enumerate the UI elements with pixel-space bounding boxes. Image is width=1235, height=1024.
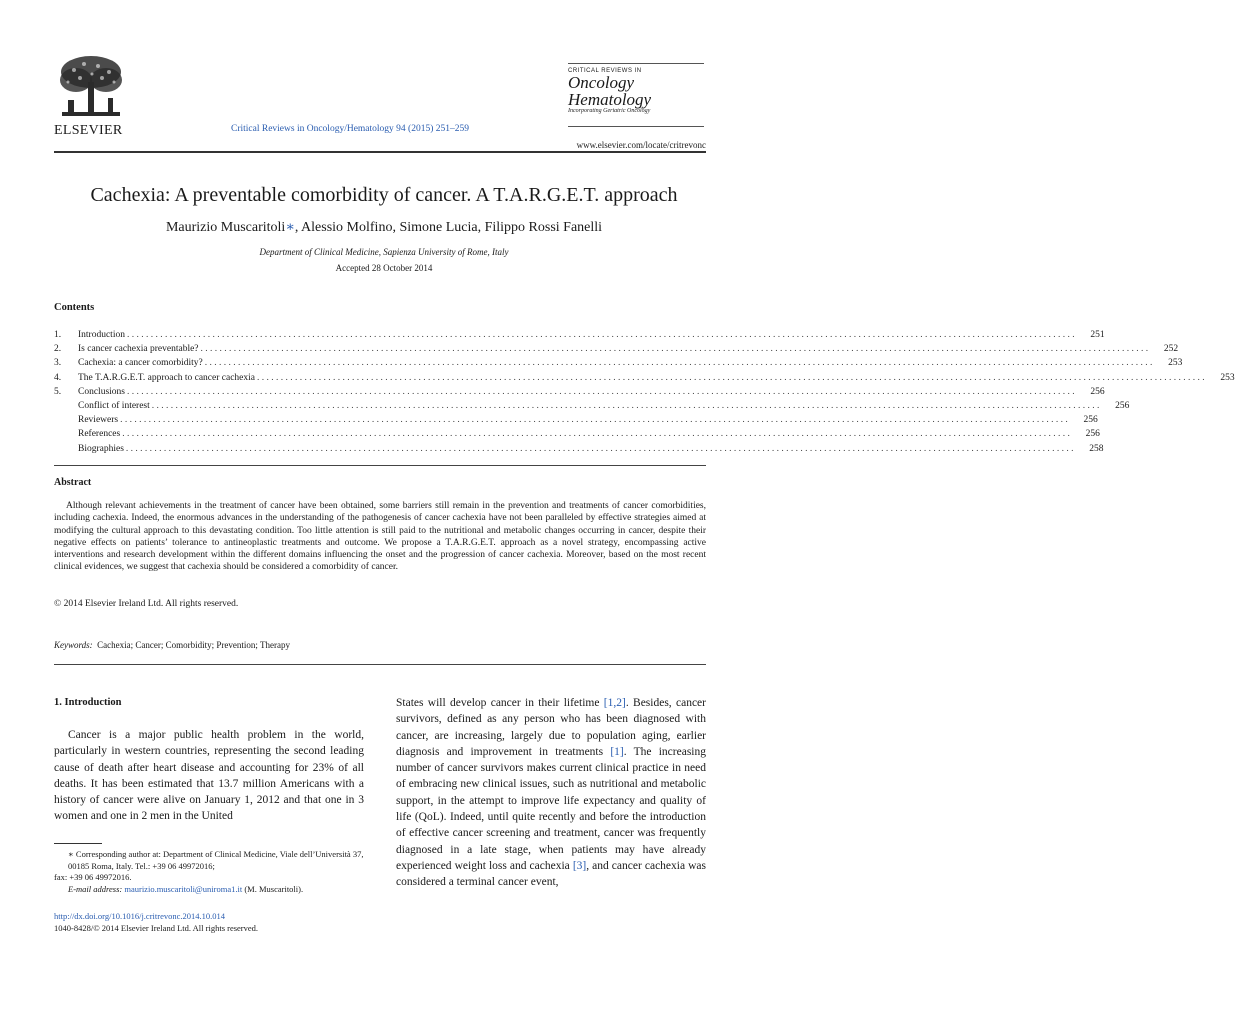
citation-link[interactable]: [1]: [610, 745, 624, 758]
issn-copyright: 1040-8428/© 2014 Elsevier Ireland Ltd. All rights reserved.: [54, 923, 259, 933]
contents-rule: [54, 465, 706, 466]
toc-leader-dots: . . . . . . . . . . . . . . . . . . . . . . . . . . . . . . . . . . . . . . . . . . . . . . . . . . . . . . . . . . . . . . . . . . . . . . . . . . . . . . . . . . . . . . . . . . . . . . . . . . . . . . . . . . . . . . . . . . . . . . . . . . . . . . . . . . . . . . . . . . . . . . . . . . . . . . . . . . . . . . . . . . . . . . . . . . . . . . . . . . . . . . . . . . . . . . . . . . . . . . . .: [200, 344, 1149, 355]
journal-url[interactable]: www.elsevier.com/locate/critrevonc: [576, 140, 706, 150]
section-heading-introduction: 1. Introduction: [54, 697, 122, 708]
text-run: States will develop cancer in their lifetime: [396, 697, 604, 709]
contents-heading: Contents: [54, 302, 95, 313]
toc-leader-dots: . . . . . . . . . . . . . . . . . . . . . . . . . . . . . . . . . . . . . . . . . . . . . . . . . . . . . . . . . . . . . . . . . . . . . . . . . . . . . . . . . . . . . . . . . . . . . . . . . . . . . . . . . . . . . . . . . . . . . . . . . . . . . . . . . . . . . . . . . . . . . . . . . . . . . . . . . . . . . . . . . . . . . . . . . . . . . . . . . . . . . . . . . . . . . . . . . . . . . . . .: [126, 386, 1075, 397]
toc-page-number: 256: [1085, 429, 1100, 440]
toc-page-number: 253: [1220, 372, 1235, 383]
toc-entry[interactable]: [54, 399, 1130, 413]
toc-page-number: 256: [1090, 386, 1105, 397]
toc-entry[interactable]: [54, 427, 1100, 441]
header-rule: [54, 151, 706, 153]
toc-leader-dots: . . . . . . . . . . . . . . . . . . . . . . . . . . . . . . . . . . . . . . . . . . . . . . . . . . . . . . . . . . . . . . . . . . . . . . . . . . . . . . . . . . . . . . . . . . . . . . . . . . . . . . . . . . . . . . . . . . . . . . . . . . . . . . . . . . . . . . . . . . . . . . . . . . . . . . . . . . . . . . . . . . . . . . . . . . . . . . . . . . . . . . . . . . . . . . . . . . . . . . . .: [126, 330, 1075, 340]
footnote-fax: fax: +39 06 49972016.: [54, 872, 132, 882]
toc-indent: [54, 413, 78, 427]
abstract-rule: [54, 664, 706, 665]
abstract-body: [54, 500, 706, 574]
article-title: Cachexia: A preventable comorbidity of cancer. A T.A.R.G.E.T. approach: [90, 184, 678, 206]
toc-entry[interactable]: [54, 442, 1104, 456]
toc-number: 4.: [54, 372, 62, 383]
email-label: E-mail address:: [68, 883, 123, 894]
doi-link[interactable]: http://dx.doi.org/10.1016/j.critrevonc.2014.10.014: [54, 911, 226, 921]
journal-block-bottom-rule: [568, 126, 704, 127]
intro-paragraph-1: Cancer is a major public health problem in the world, particularly in western countries, representing the second leading cause of death after heart disease and accounting for 23% of all deaths. It has been estimated that 13.7 million Americans with a history of cancer were alive on January 1, 2012 and that one in 3 women and one in 2 men in the United: [54, 729, 364, 823]
toc-entry[interactable]: [54, 385, 1105, 399]
footnote: [54, 849, 366, 895]
intro-paragraph-cont: [396, 695, 706, 891]
affiliation: Department of Clinical Medicine, Sapienza University of Rome, Italy: [259, 247, 509, 257]
journal-title-line2: Hematology: [568, 90, 652, 109]
journal-small-title: CRITICAL REVIEWS IN: [568, 68, 642, 74]
toc-title: Conclusions: [78, 386, 125, 397]
toc-leader-dots: . . . . . . . . . . . . . . . . . . . . . . . . . . . . . . . . . . . . . . . . . . . . . . . . . . . . . . . . . . . . . . . . . . . . . . . . . . . . . . . . . . . . . . . . . . . . . . . . . . . . . . . . . . . . . . . . . . . . . . . . . . . . . . . . . . . . . . . . . . . . . . . . . . . . . . . . . . . . . . . . . . . . . . . . . . . . . . . . . . . . . . . . . . . . . . . . . . . . . . . .: [151, 400, 1100, 411]
toc-title: Introduction: [78, 330, 125, 340]
left-column-text: [54, 727, 364, 825]
text-run: . The increasing number of cancer survivors makes current clinical practice in need of embracing new clinical issues, such as nutritional and metabolic support, in the attempt to improve life expectancy and quality of life (QoL). Indeed, until quite recently and before the introduction of effective cancer screening and treatment, cancer was frequently diagnosed in a late stage, when patients may have already experienced weight loss and cachexia: [396, 745, 706, 872]
toc-page-number: 253: [1168, 358, 1183, 369]
journal-citation-link[interactable]: Critical Reviews in Oncology/Hematology 94 (2015) 251–259: [231, 124, 469, 134]
toc-leader-dots: . . . . . . . . . . . . . . . . . . . . . . . . . . . . . . . . . . . . . . . . . . . . . . . . . . . . . . . . . . . . . . . . . . . . . . . . . . . . . . . . . . . . . . . . . . . . . . . . . . . . . . . . . . . . . . . . . . . . . . . . . . . . . . . . . . . . . . . . . . . . . . . . . . . . . . . . . . . . . . . . . . . . . . . . . . . . . . . . . . . . . . . . . . . . . . . . . . . . . . . .: [122, 429, 1070, 440]
journal-subtitle: Incorporating Geriatric Oncology: [568, 108, 651, 114]
journal-masthead: [568, 68, 718, 114]
toc-title: Is cancer cachexia preventable?: [78, 344, 199, 355]
author-others: , Alessio Molfino, Simone Lucia, Filippo Rossi Fanelli: [294, 220, 603, 235]
toc-title: References: [78, 429, 121, 440]
right-column-text: [396, 695, 706, 891]
corresponding-author-marker[interactable]: ∗: [285, 220, 295, 235]
toc-indent: [54, 442, 78, 456]
toc-title: The T.A.R.G.E.T. approach to cancer cachexia: [78, 372, 255, 383]
toc-title: Cachexia: a cancer comorbidity?: [78, 358, 203, 369]
citation-link[interactable]: [1,2]: [603, 697, 626, 709]
citation-link[interactable]: [3]: [572, 859, 587, 872]
author-corresponding: Maurizio Muscaritoli: [165, 220, 286, 235]
publisher-name: ELSEVIER: [54, 123, 123, 138]
email-link[interactable]: maurizio.muscaritoli@uniroma1.it: [124, 883, 243, 894]
toc-indent: [54, 427, 78, 441]
toc-number: 2.: [54, 344, 62, 355]
toc-leader-dots: . . . . . . . . . . . . . . . . . . . . . . . . . . . . . . . . . . . . . . . . . . . . . . . . . . . . . . . . . . . . . . . . . . . . . . . . . . . . . . . . . . . . . . . . . . . . . . . . . . . . . . . . . . . . . . . . . . . . . . . . . . . . . . . . . . . . . . . . . . . . . . . . . . . . . . . . . . . . . . . . . . . . . . . . . . . . . . . . . . . . . . . . . . . . . . . . . . . . . . . .: [204, 358, 1153, 369]
abstract-copyright: © 2014 Elsevier Ireland Ltd. All rights reserved.: [54, 599, 239, 609]
toc-entry[interactable]: [54, 371, 1235, 385]
toc-leader-dots: . . . . . . . . . . . . . . . . . . . . . . . . . . . . . . . . . . . . . . . . . . . . . . . . . . . . . . . . . . . . . . . . . . . . . . . . . . . . . . . . . . . . . . . . . . . . . . . . . . . . . . . . . . . . . . . . . . . . . . . . . . . . . . . . . . . . . . . . . . . . . . . . . . . . . . . . . . . . . . . . . . . . . . . . . . . . . . . . . . . . . . . . . . . . . . . . . . . . . . . .: [120, 415, 1068, 426]
footnote-address: ∗ Corresponding author at: Department of Clinical Medicine, Viale dell’Università 37, 00185 Roma, Italy. Tel.: +39 06 49972016;: [68, 849, 364, 871]
toc-indent: [54, 399, 78, 413]
toc-entry[interactable]: [54, 342, 1179, 356]
footnote-rule: [54, 843, 102, 844]
toc-leader-dots: . . . . . . . . . . . . . . . . . . . . . . . . . . . . . . . . . . . . . . . . . . . . . . . . . . . . . . . . . . . . . . . . . . . . . . . . . . . . . . . . . . . . . . . . . . . . . . . . . . . . . . . . . . . . . . . . . . . . . . . . . . . . . . . . . . . . . . . . . . . . . . . . . . . . . . . . . . . . . . . . . . . . . . . . . . . . . . . . . . . . . . . . . . . . . . . . . . . . . . . .: [125, 443, 1074, 454]
elsevier-tree-logo: [54, 52, 128, 124]
toc-title: Reviewers: [78, 415, 119, 426]
journal-title-line1: Oncology: [568, 73, 635, 92]
toc-entry[interactable]: [54, 328, 1105, 342]
toc-title: Biographies: [78, 443, 124, 454]
toc-page-number: 252: [1163, 344, 1179, 355]
toc-page-number: 256: [1115, 400, 1130, 411]
toc-number: 1.: [54, 330, 62, 340]
text-run: , and cancer cachexia was considered a terminal cancer event,: [396, 859, 707, 889]
table-of-contents: [54, 328, 1235, 456]
keywords: [54, 640, 290, 650]
keywords-list: Cachexia; Cancer; Comorbidity; Prevention; Therapy: [97, 640, 290, 650]
toc-page-number: 256: [1083, 415, 1098, 426]
toc-page-number: 251: [1090, 330, 1105, 340]
toc-entry[interactable]: [54, 356, 1183, 370]
toc-leader-dots: . . . . . . . . . . . . . . . . . . . . . . . . . . . . . . . . . . . . . . . . . . . . . . . . . . . . . . . . . . . . . . . . . . . . . . . . . . . . . . . . . . . . . . . . . . . . . . . . . . . . . . . . . . . . . . . . . . . . . . . . . . . . . . . . . . . . . . . . . . . . . . . . . . . . . . . . . . . . . . . . . . . . . . . . . . . . . . . . . . . . . . . . . . . . . . . . . . . . . . . .: [256, 372, 1205, 383]
email-suffix: (M. Muscaritoli).: [242, 883, 304, 894]
abstract-heading: Abstract: [54, 477, 92, 488]
journal-block-top-rule: [568, 63, 704, 64]
text-run: . Besides, cancer survivors, defined as any person who has been diagnosed with cancer, are increasing, largely due to population aging, earlier diagnosis and improvement in treatments: [396, 697, 706, 758]
toc-number: 5.: [54, 386, 62, 397]
author-list: [0, 219, 768, 236]
accepted-date: Accepted 28 October 2014: [335, 263, 433, 273]
toc-number: 3.: [54, 358, 62, 369]
toc-entry[interactable]: [54, 413, 1098, 427]
footnote-email: [54, 884, 366, 896]
toc-title: Conflict of interest: [78, 400, 150, 411]
keywords-label: Keywords:: [54, 640, 93, 650]
toc-page-number: 258: [1089, 443, 1104, 454]
abstract-text: Although relevant achievements in the treatment of cancer have been obtained, some barriers still remain in the prevention and treatments of cancer comorbidities, including cachexia. Indeed, the enormous advances in the understanding of the pathogenesis of cancer cachexia have not been paralleled by effective strategies aimed at modifying the cultural approach to this devastating condition. Too little attention is still paid to the nutritional and metabolic changes occurring in cancer, despite their negative effects on patients’ tolerance to antineoplastic treatments and outcome. We propose a T.A.R.G.E.T. approach as a novel strategy, encompassing active interventions and research development within the different domains influencing the onset and the progression of cancer cachexia. Moreover, based on the most recent clinical evidences, we suggest that cachexia should be considered a comorbidity of cancer.: [54, 501, 706, 573]
